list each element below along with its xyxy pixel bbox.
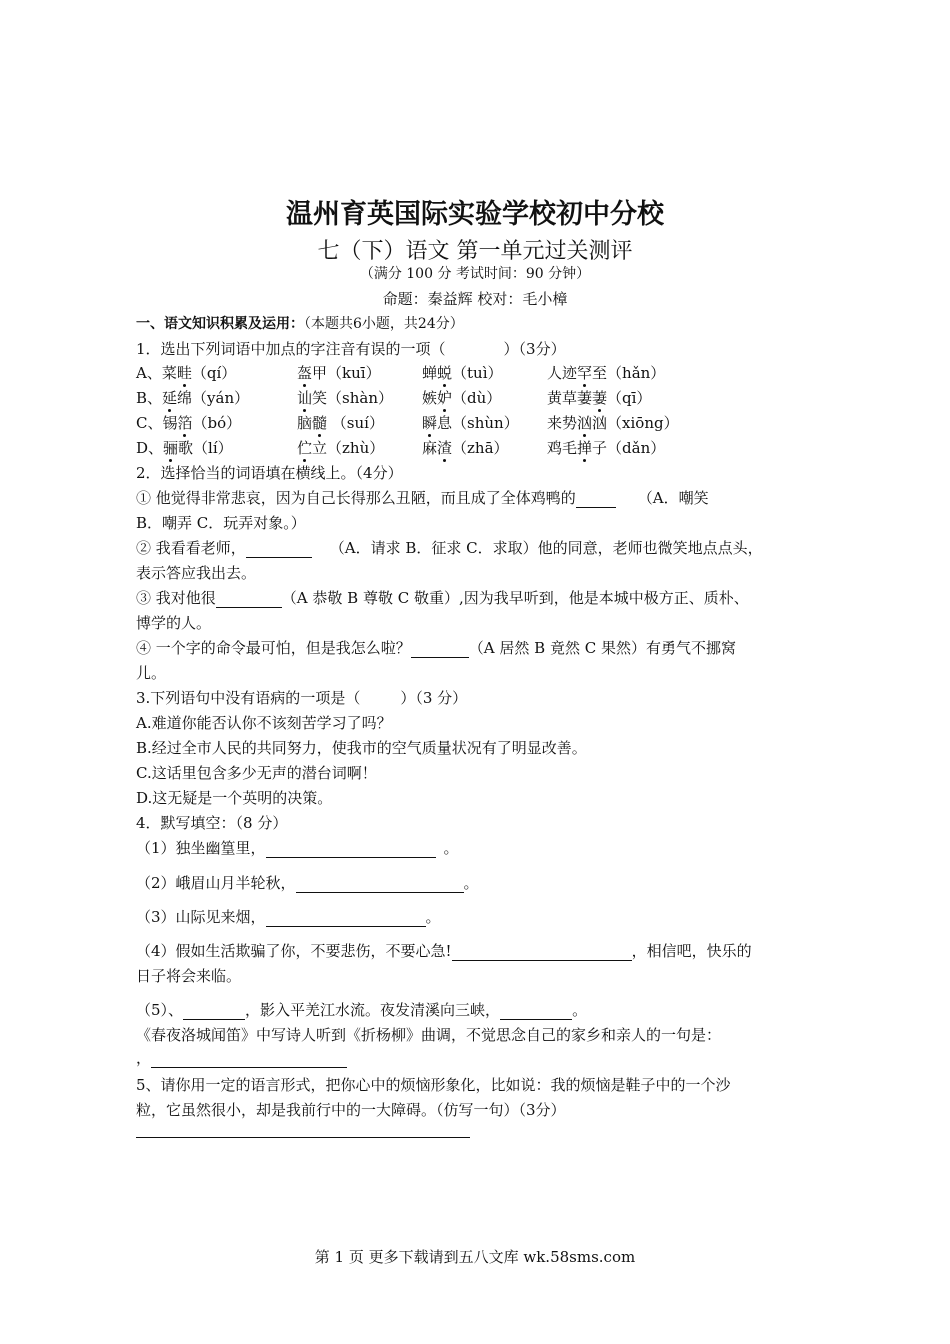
q3-option-b: B.经过全市人民的共同努力，使我市的空气质量状况有了明显改善。: [136, 739, 587, 757]
q1-dotted-char: 箔: [177, 414, 193, 432]
q2-item-3-blank[interactable]: [216, 592, 282, 608]
q4-item-3-blank[interactable]: [266, 911, 426, 927]
q2-item-2: [136, 538, 763, 558]
q1-dotted-char: 蜕: [437, 364, 453, 382]
q1-option-pinyin: （suí）: [327, 414, 384, 432]
score-info: （满分 100 分 考试时间：90 分钟）: [359, 266, 591, 282]
q1-option-cell: [136, 438, 233, 458]
q4-item-6-comma: ，: [136, 1049, 152, 1067]
q2-item-2-blank[interactable]: [246, 542, 312, 558]
authors-line: 命题：秦益辉 校对：毛小樟: [382, 290, 568, 308]
q2-item-3: [136, 588, 749, 608]
q1-dotted-char: 髓: [312, 414, 328, 432]
q1-option-pinyin: 甲（kuī）: [312, 364, 381, 382]
q1-option-cell: [297, 438, 384, 458]
q4-item-5-end: 。: [572, 1001, 588, 1019]
q1-option-pinyin: 息（shùn）: [437, 414, 519, 432]
q1-option-pinyin: 至（hǎn）: [592, 364, 666, 382]
q4-item-1: [136, 838, 459, 858]
q1-option-pinyin: 歌（lí）: [178, 439, 233, 457]
q4-item-5: [136, 1000, 587, 1020]
q1-option-cell: [297, 413, 384, 433]
exam-subtitle: 七（下）语文 第一单元过关测评: [317, 239, 633, 264]
q4-item-4-blank[interactable]: [452, 945, 632, 961]
q1-option-pinyin: （qī）: [607, 389, 652, 407]
q1-points: ）（3分）: [503, 340, 566, 358]
q3-option-a: A.难道你能否认你不该刻苦学习了吗？: [136, 714, 392, 732]
q2-item-2-options: （A．请求 B．征求 C．求取）他的同意，老师也微笑地点点头，: [329, 539, 763, 557]
q4-item-4-text: （4）假如生活欺骗了你，不要悲伤，不要心急!: [136, 942, 452, 960]
q1-option-pinyin: （qí）: [191, 364, 237, 382]
q1-option-cell: [136, 363, 236, 383]
q2-item-1-options: （A．嘲笑: [637, 489, 709, 507]
q1-option-prefix: 黄草萋: [547, 389, 593, 407]
q4-prompt: 4．默写填空：（8 分）: [136, 814, 288, 832]
q1-option-cell: [422, 388, 501, 408]
q1-dotted-char: 盔: [297, 364, 313, 382]
q1-prompt: [136, 339, 566, 359]
q1-prompt-text: 1．选出下列词语中加点的字注音有误的一项（: [136, 340, 446, 358]
q2-item-3-text: ③ 我对他很: [136, 589, 216, 607]
q2-item-4-blank[interactable]: [411, 642, 469, 658]
page-footer: 第 1 页 更多下载请到五八文库 wk.58sms.com: [314, 1248, 636, 1266]
q1-option-pinyin: （tuì）: [452, 364, 503, 382]
q1-dotted-char: 掸: [577, 439, 593, 457]
q1-option-cell: [136, 388, 249, 408]
q1-option-prefix: C、锡: [136, 414, 178, 432]
q4-item-1-end: 。: [443, 839, 459, 857]
q5-answer-line[interactable]: [136, 1137, 470, 1138]
q1-option-cell: [422, 413, 519, 433]
q2-item-1-text: ① 他觉得非常悲哀，因为自己长得那么丑陋，而且成了全体鸡鸭的: [136, 489, 576, 507]
q1-option-cell: [297, 388, 393, 408]
q2-item-1-blank[interactable]: [576, 492, 616, 508]
q4-item-4: [136, 941, 752, 961]
q5-line-1: 5、请你用一定的语言形式，把你心中的烦恼形象化，比如说：我的烦恼是鞋子中的一个沙: [136, 1076, 731, 1094]
q4-item-5-blank-1[interactable]: [183, 1004, 245, 1020]
q1-dotted-char: 汹: [577, 414, 593, 432]
q4-item-3-end: 。: [425, 908, 441, 926]
section-1-title: 一、语文知识积累及运用：: [136, 316, 304, 332]
q2-prompt: 2．选择恰当的词语填在横线上。（4分）: [136, 464, 403, 482]
q1-dotted-char: 渣: [437, 439, 453, 457]
q4-item-6-blank[interactable]: [151, 1052, 347, 1068]
q4-item-5-blank-2[interactable]: [500, 1004, 572, 1020]
school-title: 温州育英国际实验学校初中分校: [286, 199, 664, 230]
q1-option-prefix: 蝉: [422, 364, 438, 382]
q3-option-c: C.这话里包含多少无声的潜台词啊！: [136, 764, 377, 782]
q5-line-2: 粒，它虽然很小，却是我前行中的一大障碍。（仿写一句）（3分）: [136, 1101, 566, 1119]
q1-option-cell: [547, 413, 679, 433]
q1-dotted-char: 骊: [163, 439, 179, 457]
q4-item-1-text: （1）独坐幽篁里，: [136, 839, 266, 857]
q4-item-6: 《春夜洛城闻笛》中写诗人听到《折杨柳》曲调，不觉思念自己的家乡和亲人的一句是：: [136, 1026, 722, 1044]
q2-item-2-text: ② 我看看老师，: [136, 539, 246, 557]
q4-item-1-blank[interactable]: [266, 842, 436, 858]
q2-item-4-cont: 儿。: [136, 664, 167, 682]
q4-item-2: [136, 873, 479, 893]
q2-item-3-cont: 博学的人。: [136, 614, 212, 632]
q1-option-pinyin: （dù）: [452, 389, 502, 407]
q1-dotted-char: 讪: [297, 389, 313, 407]
q1-option-prefix: B、: [136, 389, 163, 407]
q1-option-pinyin: 汹（xiōng）: [592, 414, 679, 432]
q3-prompt-text: 3.下列语句中没有语病的一项是（: [136, 689, 361, 707]
q1-option-prefix: 麻: [422, 439, 438, 457]
q1-dotted-char: 瞬: [422, 414, 438, 432]
q2-item-3-options: （A 恭敬 B 尊敬 C 敬重）,因为我早听到，他是本城中极方正、质朴、: [281, 589, 749, 607]
q2-item-2-cont: 表示答应我出去。: [136, 564, 257, 582]
q1-option-cell: [547, 363, 665, 383]
q1-option-pinyin: 子（dǎn）: [592, 439, 666, 457]
q1-option-pinyin: （bó）: [192, 414, 242, 432]
q3-points: ）（3 分）: [400, 689, 468, 707]
q1-option-prefix: 人迹: [547, 364, 578, 382]
q1-option-prefix: D、: [136, 439, 164, 457]
q1-option-cell: [422, 363, 503, 383]
q1-option-prefix: 来势: [547, 414, 578, 432]
q1-option-cell: [136, 413, 241, 433]
q4-item-5-mid: ，影入平羌江水流。夜发清溪向三峡，: [245, 1001, 501, 1019]
q4-item-3-text: （3）山际见来烟，: [136, 908, 266, 926]
q1-option-cell: [297, 363, 381, 383]
q4-item-2-blank[interactable]: [296, 877, 464, 893]
q4-item-5-text: （5）、: [136, 1001, 184, 1019]
q1-option-prefix: 鸡毛: [547, 439, 578, 457]
q1-option-pinyin: 笑（shàn）: [312, 389, 393, 407]
q4-item-2-text: （2）峨眉山月半轮秋，: [136, 874, 296, 892]
q2-item-1: [136, 488, 709, 508]
q4-item-4-cont: ，相信吧，快乐的: [631, 942, 752, 960]
q1-option-pinyin: （zhā）: [452, 439, 509, 457]
q1-option-prefix: A、菜: [136, 364, 177, 382]
q1-dotted-char: 畦: [176, 364, 192, 382]
q1-option-cell: [547, 388, 651, 408]
q1-dotted-char: 罕: [577, 364, 593, 382]
q2-item-4: [136, 638, 736, 658]
q1-option-prefix: 脑: [297, 414, 313, 432]
q2-item-4-options: （A 居然 B 竟然 C 果然）有勇气不挪窝: [468, 639, 736, 657]
q1-option-pinyin: 绵（yán）: [177, 389, 250, 407]
section-1-heading: [136, 314, 464, 334]
q3-option-d: D.这无疑是一个英明的决策。: [136, 789, 333, 807]
q1-dotted-char: 妒: [437, 389, 453, 407]
q1-dotted-char: 伫: [297, 439, 313, 457]
q1-option-prefix: 嫉: [422, 389, 438, 407]
q2-item-1-cont: B．嘲弄 C．玩弄对象。）: [136, 514, 306, 532]
section-1-note: （本题共6小题，共24分）: [304, 316, 464, 332]
q4-item-2-end: 。: [463, 874, 479, 892]
q4-item-3: [136, 907, 441, 927]
q1-option-cell: [547, 438, 665, 458]
q1-dotted-char: 延: [162, 389, 178, 407]
q2-item-4-text: ④ 一个字的命令最可怕，但是我怎么啦？: [136, 639, 411, 657]
q1-option-cell: [422, 438, 509, 458]
q1-dotted-char: 萋: [592, 389, 608, 407]
q3-prompt: [136, 688, 467, 708]
q4-item-4-end: 日子将会来临。: [136, 967, 242, 985]
q1-option-pinyin: 立（zhù）: [312, 439, 385, 457]
q4-item-6-answer: [136, 1048, 347, 1068]
